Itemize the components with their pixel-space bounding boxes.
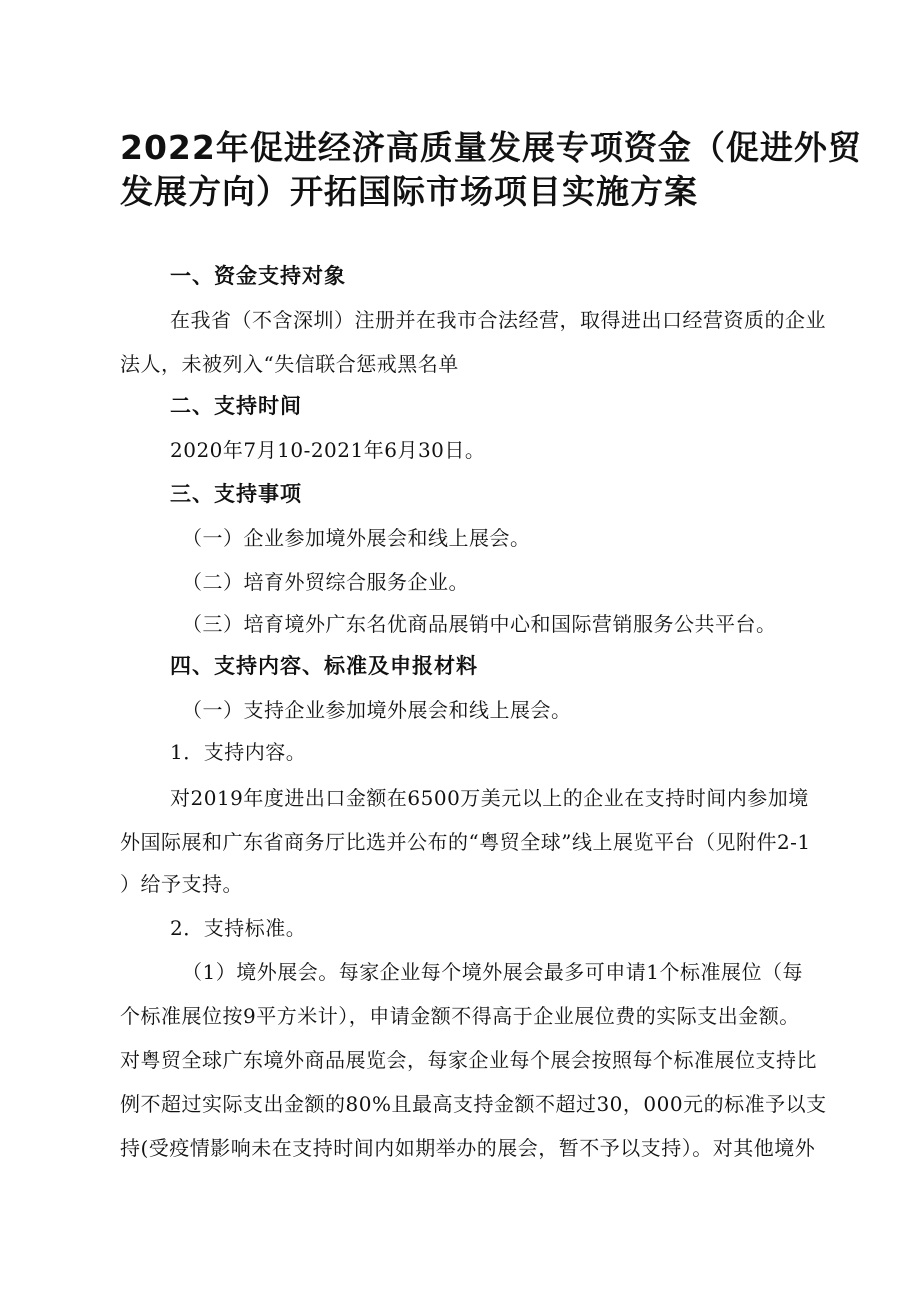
paragraph-line: 持(受疫情影响未在支持时间内如期举办的展会，暂不予以支持）。对其他境外 (120, 1136, 816, 1160)
document-title-line-1: 2022年促进经济高质量发展专项资金（促进外贸 (120, 128, 862, 167)
paragraph-line: 个标准展位按9平方米计），申请金额不得高于企业展位费的实际支出金额。 (120, 1004, 800, 1028)
paragraph-line: 在我省（不含深圳）注册并在我市合法经营，取得进出口经营资质的企业 (170, 308, 826, 332)
document-title-line-2: 发展方向）开拓国际市场项目实施方案 (120, 172, 698, 211)
paragraph-line: 对粤贸全球广东境外商品展览会，每家企业每个展会按照每个标准展位支持比 (120, 1048, 817, 1072)
paragraph-line: （1）境外展会。每家企业每个境外展会最多可申请1个标准展位（每 (182, 960, 803, 984)
point-heading: 2．支持标准。 (170, 916, 307, 940)
subsection-heading: （一）支持企业参加境外展会和线上展会。 (182, 698, 572, 722)
section-heading-4: 四、支持内容、标准及申报材料 (170, 654, 478, 678)
list-item: （一）企业参加境外展会和线上展会。 (182, 526, 531, 550)
paragraph-line: 对2019年度进出口金额在6500万美元以上的企业在支持时间内参加境 (170, 786, 809, 810)
paragraph-line: 例不超过实际支出金额的80%且最高支持金额不超过30，000元的标准予以支 (120, 1092, 827, 1116)
section-heading-2: 二、支持时间 (170, 394, 302, 418)
list-item: （二）培育外贸综合服务企业。 (182, 570, 469, 594)
paragraph-line: 2020年7月10-2021年6月30日。 (170, 438, 486, 462)
paragraph-line: 外国际展和广东省商务厅比选并公布的“粤贸全球”线上展览平台（见附件2-1 (120, 830, 811, 854)
paragraph-line: 法人，未被列入“失信联合惩戒黑名单 (120, 352, 459, 376)
paragraph-line: ）给予支持。 (120, 872, 243, 896)
list-item: （三）培育境外广东名优商品展销中心和国际营销服务公共平台。 (182, 612, 777, 636)
point-heading: 1．支持内容。 (170, 740, 307, 764)
section-heading-3: 三、支持事项 (170, 482, 302, 506)
section-heading-1: 一、资金支持对象 (170, 264, 346, 288)
